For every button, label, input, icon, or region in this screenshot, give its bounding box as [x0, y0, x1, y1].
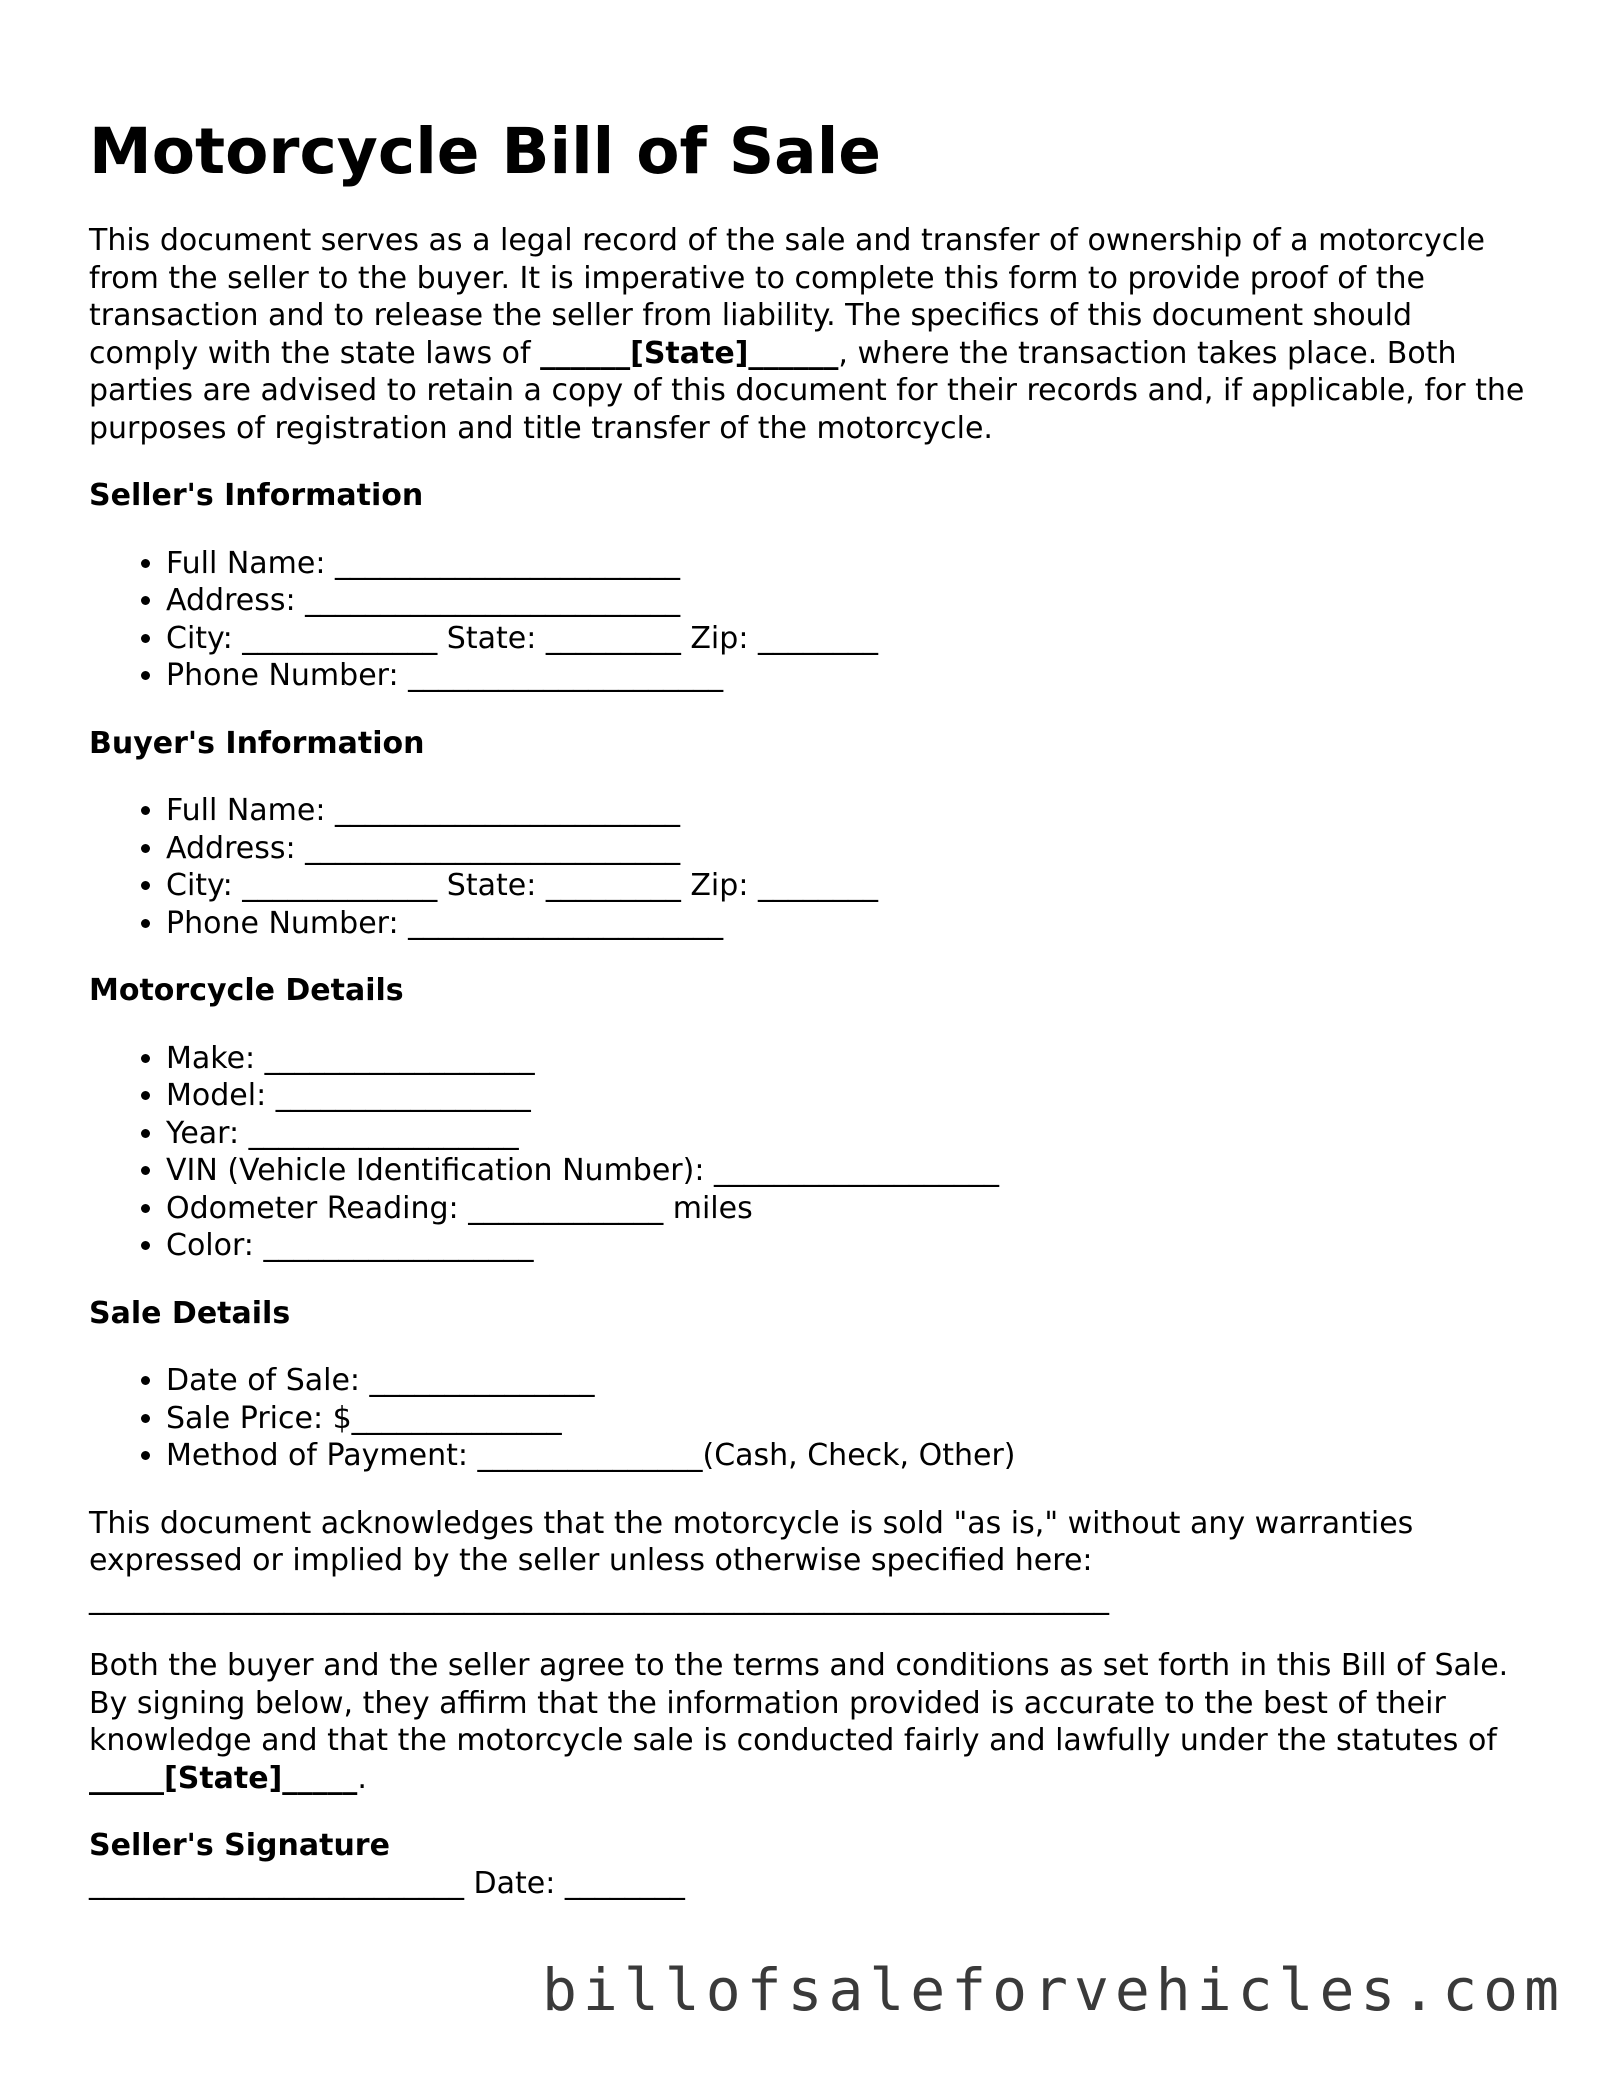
model-field[interactable]: • Model: _________________: [166, 1077, 1529, 1115]
sale-price-field[interactable]: • Sale Price: $______________: [166, 1400, 1529, 1438]
buyer-phone-field[interactable]: • Phone Number: _____________________: [166, 905, 1529, 943]
agreement-text-2: .: [357, 1760, 367, 1796]
sale-details-heading: Sale Details: [89, 1295, 291, 1331]
agreement-text-1: Both the buyer and the seller agree to the terms and conditions as set forth in this Bill of Sale. By signing below, they affirm that the information provided is accurate to the best of their knowledge and that the motorcycle sale is conducted fairly and lawfully under the statutes of: [89, 1648, 1509, 1758]
page-title: Motorcycle Bill of Sale: [89, 115, 882, 188]
year-field[interactable]: • Year: __________________: [166, 1115, 1529, 1153]
intro-text-2: , where the transaction takes place. Both parties are advised to retain a copy of this document for their records and, if applicable, for the purposes of registration and title transfer of the motorcycle.: [89, 335, 1525, 446]
buyer-city-state-zip-field[interactable]: • City: _____________ State: _________ Zip: ________: [166, 867, 1529, 905]
buyer-address-field[interactable]: • Address: _________________________: [166, 830, 1529, 868]
watermark: billofsaleforvehicles.com: [542, 1956, 1565, 2024]
motorcycle-details-list: [89, 1040, 1529, 1265]
intro-state-blank: ______[State]______: [540, 335, 839, 371]
vin-field[interactable]: • VIN (Vehicle Identification Number): ___________________: [166, 1152, 1529, 1190]
as-is-specification-line[interactable]: ____________________________________________________________________: [89, 1580, 1109, 1616]
date-of-sale-field[interactable]: • Date of Sale: _______________: [166, 1362, 1529, 1400]
agreement-paragraph: [89, 1647, 1529, 1797]
seller-info-list: [89, 545, 1529, 695]
buyer-info-list: [89, 792, 1529, 942]
seller-address-field[interactable]: • Address: _________________________: [166, 582, 1529, 620]
buyer-info-heading: Buyer's Information: [89, 725, 425, 761]
color-field[interactable]: • Color: __________________: [166, 1227, 1529, 1265]
document-page: [89, 108, 1529, 1902]
motorcycle-details-heading: Motorcycle Details: [89, 973, 404, 1008]
odometer-field[interactable]: • Odometer Reading: _____________ miles: [166, 1190, 1529, 1228]
seller-signature-line[interactable]: _________________________ Date: ________: [89, 1865, 685, 1901]
seller-full-name-field[interactable]: • Full Name: _______________________: [166, 545, 1529, 583]
intro-text-1: This document serves as a legal record of the sale and transfer of ownership of a motorcycle from the seller to the buyer. It is imperative to complete this form to provide proof of the transaction and to release the seller from liability. The specifics of this document should comply with the state laws of: [89, 223, 1485, 371]
buyer-full-name-field[interactable]: • Full Name: _______________________: [166, 792, 1529, 830]
agreement-state-blank: _____[State]_____: [89, 1760, 358, 1796]
seller-city-state-zip-field[interactable]: • City: _____________ State: _________ Zip: ________: [166, 620, 1529, 658]
seller-phone-field[interactable]: • Phone Number: _____________________: [166, 657, 1529, 695]
intro-paragraph: [89, 222, 1529, 447]
payment-method-field[interactable]: • Method of Payment: _______________(Cash, Check, Other): [166, 1437, 1529, 1475]
seller-info-heading: Seller's Information: [89, 478, 424, 513]
seller-signature-heading: Seller's Signature: [89, 1828, 390, 1863]
as-is-paragraph: This document acknowledges that the motorcycle is sold "as is," without any warranties expressed or implied by the seller unless otherwise specified here:: [89, 1505, 1414, 1578]
sale-details-list: [89, 1362, 1529, 1475]
make-field[interactable]: • Make: __________________: [166, 1040, 1529, 1078]
